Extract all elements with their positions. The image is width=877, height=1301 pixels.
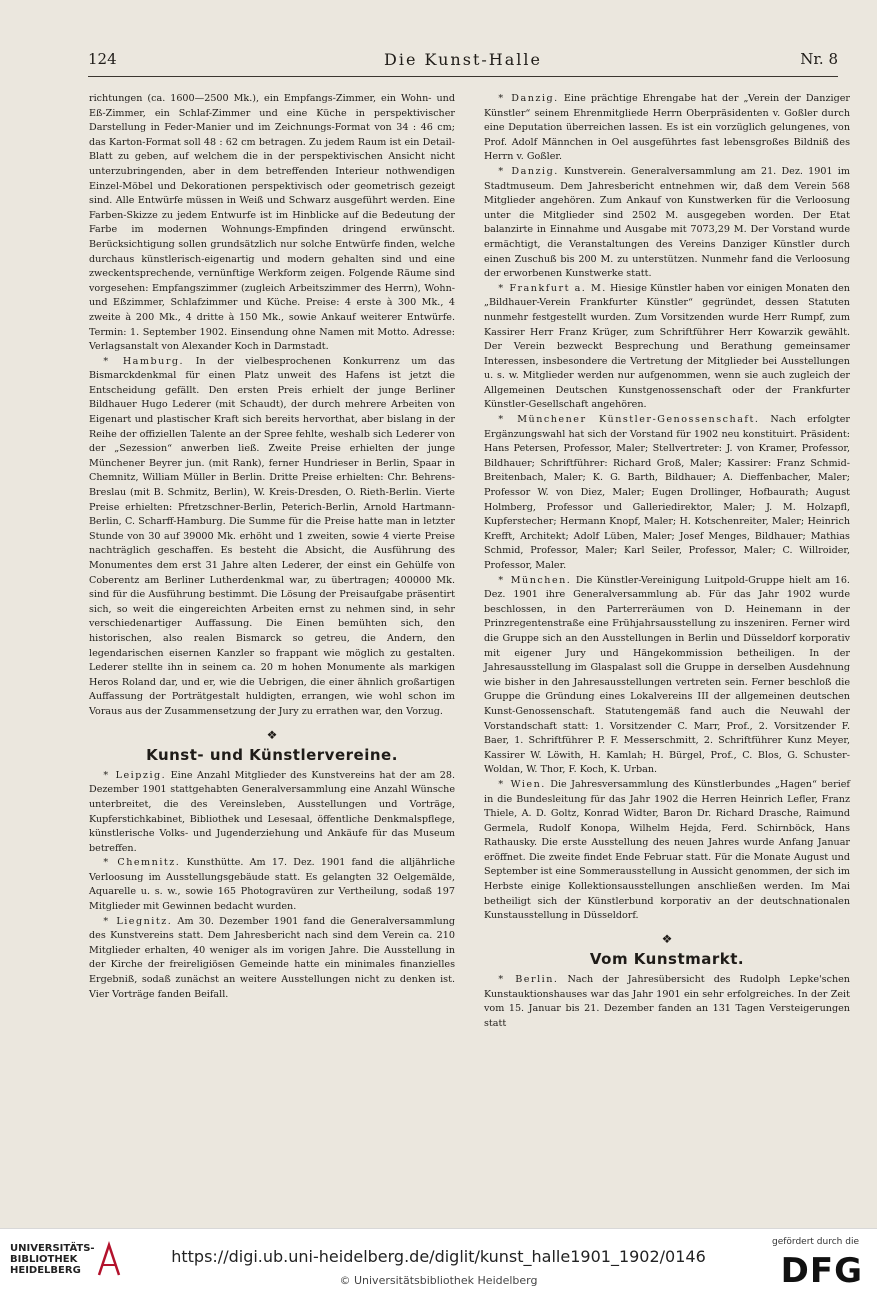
paragraph-text: Nach erfolgter Ergänzungswahl hat sich der Vorstand für 1902 neu konstituirt. Präsident: Hans Petersen, Professor, Maler; Stellvertreter: J. von Kramer, Professor, Bildhauer; Schriftführer: Richard Groß, Maler; Kassirer: Franz Schmid-Breitenbach, Maler; K. G. Barth, Bildhauer; A. Dieffenbacher, Maler; Professor W. von Diez, Maler; Eugen Drollinger, Hofbaurath; August Holmberg, Professor und Galleriedirektor, Maler; J. M. Holzapfl, Kupferstecher; Hermann Knopf, Maler; H. Kotschenreiter, Maler; Heinrich Krefft, Architekt; Adolf Lüben, Maler; Josef Menges, Bildhauer; Mathias Schmid, Professor, Maler; Karl Seiler, Professor, Maler; C. Willroider, Professor, Maler. xyxy=(484,414,850,571)
paragraph-text: Am 30. Dezember 1901 fand die Generalversammlung des Kunstvereins statt. Dem Jahresbericht nach sind dem Verein ca. 210 Mitglieder erhalten, 40 weniger als im vorigen Jahre. Die Ausstellung in der Kirche der freireligiösen Gemeinde hatte ein minimales finanzielles Ergebniß, sodaß zunächst an weitere Ausstellungen nicht zu denken ist. Vier Vorträge fanden Beifall. xyxy=(89,915,455,1000)
paragraph xyxy=(89,355,455,720)
paragraph xyxy=(484,778,850,924)
paragraph-text: Die Jahresversammlung des Künstlerbundes „Hagen“ berief in die Bundesleitung für das Jahr 1902 die Herren Heinrich Lefler, Franz Thiele, A. D. Goltz, Konrad Widter, Baron Dr. Richard Drasche, Raimund Germela, Rudolf Konopa, Wilhelm Hejda, Ferd. Schirnböck, Hans Rathausky. Die erste Ausstellung des neuen Jahres wurde Anfang Januar eröffnet. Die zweite findet Ende Februar statt. Für die Monate August und September ist eine Sommerausstellung in Aussicht genommen, der sich im Herbste einige Kollektionsausstellungen anschließen werden. Im Mai betheiligt sich der Künstlerbund korporativ an der deutschnationalen Kunstausstellung in Düsseldorf. xyxy=(484,778,850,922)
right-column xyxy=(484,92,850,1031)
paragraph xyxy=(484,413,850,574)
place-lead: * Leipzig. xyxy=(103,769,167,781)
paragraph-text: Hiesige Künstler haben vor einigen Monaten den „Bildhauer-Verein Frankfurter Künstler“ gegründet, dessen Statuten nunmehr festgestellt wurden. Zum Vorsitzenden wurde Herr Rumpf, zum Kassirer Herr Franz Krüger, zum Schriftführer Herr Kowarzik gewählt. Der Verein bezweckt Besprechung und Berathung gemeinsamer Interessen, insbesondere die Vertretung der Mitglieder bei Ausstellungen u. s. w. Mitglieder werden nur aufgenommen, wenn sie auch zugleich der Allgemeinen Deutschen Kunstgenossenschaft oder der Frankfurter Künstler-Gesellschaft angehören. xyxy=(484,282,850,411)
paragraph xyxy=(484,165,850,282)
paragraph xyxy=(484,973,850,1031)
paragraph xyxy=(484,282,850,413)
paragraph-text: Eine prächtige Ehrengabe hat der „Verein der Danziger Künstler“ seinem Ehrenmitgliede Herrn Oberpräsidenten v. Goßler durch eine Deputation überreichen lassen. Es ist ein vorzüglich gelungenes, von Prof. Adolf Männchen in Oel ausgeführtes fast lebensgroßes Bildniß des Herrn v. Goßler. xyxy=(484,93,850,163)
paragraph-text: Kunstverein. Generalversammlung am 21. Dez. 1901 im Stadtmuseum. Dem Jahresbericht entnehmen wir, daß dem Verein 568 Mitglieder angehören. Zum Ankauf von Kunstwerken für die Verloosung unter die Mitglieder sind 2502 M. ausgegeben worden. Der Etat balanzirte in Einnahme und Ausgabe mit 7073,29 M. Der Vorstand wurde ermächtigt, die Veranstaltungen des Vereins Danziger Künstler durch einen Zuschuß bis 200 M. zu unterstützen. Nunmehr fand die Verloosung der erworbenen Kunstwerke statt. xyxy=(484,165,850,280)
place-lead: * Danzig. xyxy=(498,165,559,177)
funder-note: gefördert durch die xyxy=(772,1237,859,1247)
place-lead: * Liegnitz. xyxy=(103,915,173,927)
place-lead: * Chemnitz. xyxy=(103,857,181,869)
paragraph xyxy=(484,92,850,165)
paragraph-text: Eine Anzahl Mitglieder des Kunstvereins hat der am 28. Dezember 1901 stattgehabten Generalversammlung eine Anzahl Wünsche unterbreitet, die des Vereinsleben, Ausstellungen und Vorträge, Kupferstichkabinet, Bibliothek und Lesesaal, öffentliche Denkmalspflege, künstlerische Volks- und Jugenderziehung und Ankäufe für das Museum betreffen. xyxy=(89,769,455,854)
ornament: ❖ xyxy=(266,727,278,742)
header-rule xyxy=(88,76,838,77)
ornament: ❖ xyxy=(661,931,673,946)
library-logo-text: UNIVERSITÄTS-BIBLIOTHEK HEIDELBERG xyxy=(10,1243,95,1276)
place-lead: * Frankfurt a. M. xyxy=(498,282,607,294)
paragraph xyxy=(89,769,455,857)
paragraph: richtungen (ca. 1600—2500 Mk.), ein Empfangs-Zimmer, ein Wohn- und Eß-Zimmer, ein Schlaf-Zimmer und eine Küche in perspektivischer Darstellung in Feder-Manier und im Zeichnungs-Format von 34 : 46 cm; das Karton-Format soll 48 : 62 cm betragen. Zu jedem Raum ist ein Detail-Blatt zu geben, auf welchem die in der perspektivischen Ansicht nicht unterzubringenden, aber in dem betreffenden Interieur nothwendigen Einzel-Möbel und Dekorationen perspektivisch oder geometrisch gezeigt sind. Alle Entwürfe müssen in Weiß und Schwarz ausgeführt werden. Eine Farben-Skizze zu jedem Entwurfe ist im Hinblicke auf die Bedeutung der Farbe im modernen Wohnungs-Empfinden dringend erwünscht. Berücksichtigung sollen grundsätzlich nur solche Entwürfe finden, welche durchaus künstlerisch-eigenartig und modern gehalten sind und eine zweckentsprechende, vernünftige Werkform zeigen. Folgende Räume sind vorgesehen: Empfangszimmer (zugleich Arbeitszimmer des Herrn), Wohn- und Eßzimmer, Schlafzimmer und Küche. Preise: 4 erste à 300 Mk., 4 zweite à 200 Mk., 4 dritte à 150 Mk., sowie Ankauf weiterer Entwürfe. Termin: 1. September 1902. Einsendung ohne Namen mit Motto. Adresse: Verlagsanstalt von Alexander Koch in Darmstadt. xyxy=(89,93,455,353)
paragraph xyxy=(89,915,455,1003)
page-number: 124 xyxy=(88,50,117,68)
running-header xyxy=(88,50,838,72)
journal-title: Die Kunst-Halle xyxy=(384,50,542,69)
place-lead: * Wien. xyxy=(498,778,546,790)
paragraph xyxy=(89,856,455,914)
place-lead: * Berlin. xyxy=(498,974,559,986)
paragraph-text: Die Künstler-Vereinigung Luitpold-Gruppe hielt am 16. Dez. 1901 ihre Generalversammlung ab. Für das Jahr 1902 wurde beschlossen, in den Parterreräumen von D. Heinemann in der Prinzregentenstraße eine Frühjahrsausstellung zu inszeniren. Ferner wird die Gruppe sich an den Ausstellungen in Berlin und Düsseldorf korporativ mit eigener Jury und Hängekommission betheiligen. In der Jahresausstellung im Glaspalast soll die Gruppe in derselben Ausdehnung wie bisher in den Jahresausstellungen vertreten sein. Ferner beschloß die Gruppe die Gründung eines Lokalvereins III der allgemeinen deutschen Kunst-Genossenschaft. Statutengemäß fand auch die Neuwahl der Vorstandschaft statt: 1. Vorsitzender C. Marr, Prof., 2. Vorsitzender F. Baer, 1. Schriftführer P. F. Messerschmitt, 2. Schriftführer Kunz Meyer, Kassirer W. Löwith, H. Kamlah; H. Bürgel, Prof., C. Blos, G. Schuster-Woldan, W. Thor, F. Koch, K. Urban. xyxy=(484,574,850,776)
viewer-footer xyxy=(0,1228,877,1301)
place-lead: * Danzig. xyxy=(498,93,559,104)
section-heading: Vom Kunstmarkt. xyxy=(589,950,745,969)
section-heading: Kunst- und Künstlervereine. xyxy=(146,746,398,765)
paragraph-text: Nach der Jahresübersicht des Rudolph Lepke'schen Kunstauktionshauses war das Jahr 1901 ein sehr erfolgreiches. In der Zeit vom 15. Januar bis 21. Dezember fanden an 131 Tagen Versteigerungen statt xyxy=(484,974,850,1029)
copyright-notice: © Universitätsbibliothek Heidelberg xyxy=(339,1274,538,1287)
issue-number: Nr. 8 xyxy=(800,50,838,68)
left-column xyxy=(89,92,455,1002)
dfg-logo: DFG xyxy=(780,1251,863,1291)
paragraph xyxy=(484,574,850,778)
paragraph-text: Kunsthütte. Am 17. Dez. 1901 fand die alljährliche Verloosung im Ausstellungsgebäude statt. Es gelangten 32 Oelgemälde, Aquarelle u. s. w., sowie 165 Photogravüren zur Vertheilung, sodaß 197 Mitglieder mit Gewinnen bedacht wurden. xyxy=(89,857,455,913)
permalink[interactable]: https://digi.ub.uni-heidelberg.de/diglit/kunst_halle1901_1902/0146 xyxy=(171,1247,706,1266)
place-lead: * Münchener Künstler-Genossenschaft. xyxy=(498,414,760,426)
paragraph-text: In der vielbesprochenen Konkurrenz um das Bismarckdenkmal für einen Platz unweit des Hafens ist jetzt die Entscheidung gefällt. Den ersten Preis erhielt der junge Berliner Bildhauer Hugo Lederer (mit Schaudt), der durch mehrere Arbeiten von Eigenart und plastischer Kraft sich bereits hervorthat, aber bislang in der Reihe der offiziellen Talente an der Spree fehlte, weshalb sich Lederer von der „Sezession“ anwerben ließ. Zweite Preise erhielten der junge Münchener Beyrer jun. (mit Rank), ferner Hundrieser in Berlin, Spaar in Chemnitz, William Müller in Berlin. Dritte Preise erhielten: Chr. Behrens-Breslau (mit B. Schmitz, Berlin), W. Kreis-Dresden, O. Rieth-Berlin. Vierte Preise erhielten: Pfretzschner-Berlin, Peterich-Berlin, Arnold Hartmann-Berlin, C. Scharff-Hamburg. Die Summe für die Preise hatte man in letzter Stunde von 30 auf 39000 Mk. erhöht und 1 zweiten, sowie 4 vierte Preise nachträglich geschaffen. Es besteht die Absicht, die Ausführung des Monumentes dem erst 31 Jahre alten Lederer, der einst ein Gehülfe von Coberentz am Berliner Lutherdenkmal war, zu übertragen; 400000 Mk. sind für die Ausführung bestimmt. Die Lösung der Preisaufgabe präsentirt sich, so weit die eingereichten Arbeiten ernst zu nehmen sind, in sehr verschiedenartiger Auffassung. Die Einen bemühten sich, den historischen, also realen Bismarck so getreu, die Andern, den legendarischen eisernen Kanzler so frappant wie möglich zu gestalten. Lederer stellte ihn in seinem ca. 20 m hohen Monumente als markigen Heros Roland dar, und er, wie die Uebrigen, die einer ähnlich großartigen Auffassung der Porträtgestalt huldigten, errangen, wie wohl schon im Voraus aus der Zusammensetzung der Jury zu errathen war, den Vorzug. xyxy=(89,355,455,717)
place-lead: * München. xyxy=(498,574,572,586)
place-lead: * Hamburg. xyxy=(103,355,185,367)
